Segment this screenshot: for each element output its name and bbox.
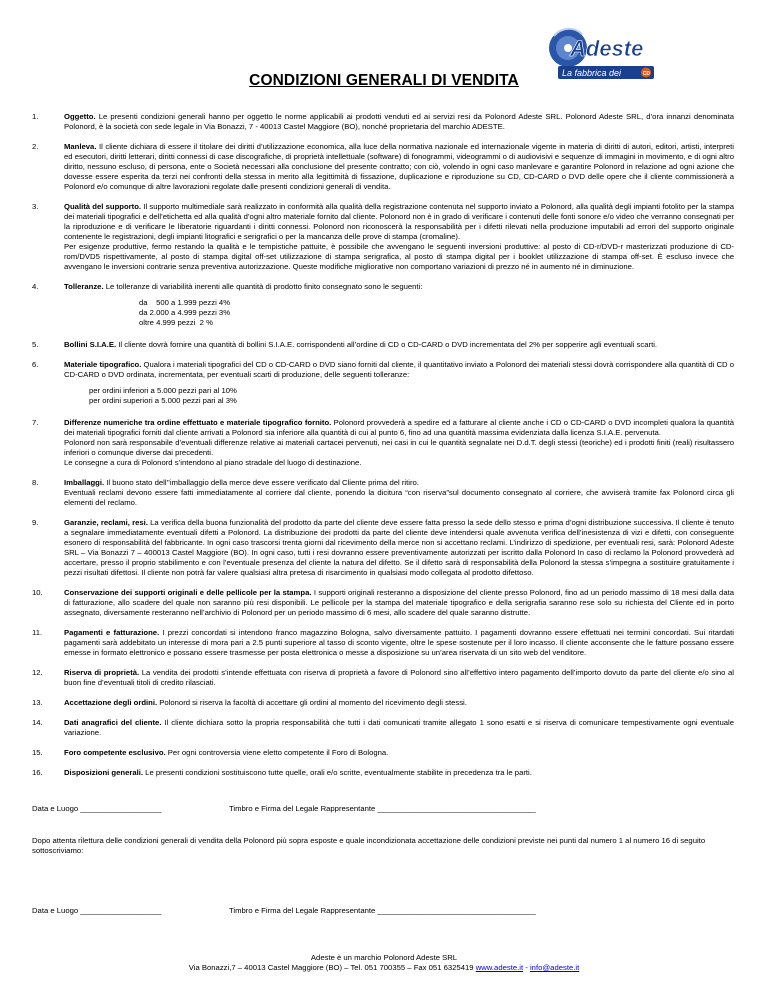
clause-text: Le consegne a cura di Polonord s’intendono al piano stradale del luogo di destinazione. xyxy=(64,458,362,467)
clause-heading: Qualità del supporto. xyxy=(64,202,142,211)
clause-number: 11. xyxy=(32,628,43,637)
tolerance-item: per ordini superiori a 5.000 pezzi pari al 3% xyxy=(89,396,237,405)
clause-15 xyxy=(32,748,734,758)
clause-5 xyxy=(32,340,734,350)
clause-text: Le tolleranze di variabilità inerenti alle quantità di prodotto finito consegnato sono le seguenti: xyxy=(103,282,423,291)
clause-number: 12. xyxy=(32,668,43,677)
tolerance-item: da 500 a 1.999 pezzi 4% xyxy=(139,298,231,307)
clause-text: Polonord provvederà a spedire ed a fatturare al cliente anche i CD o CD-CARD o DVD incompleti qualora la quantità dei materiali tipografici forniti dal cliente arrivati a Polonord sia inferiore alla quantità di cui al punto 6, fino ad una quantità massima evidenziata dalla licenza S.I.A.E. pervenuta. xyxy=(64,418,734,437)
clause-text: Il cliente dichiara di essere il titolare dei diritti d’utilizzazione economica, alla luce della normativa nazionale ed internazionale vigente in materia di diritti di autori, editori, artisti, interpreti ed esecutori, diritti letterari, diritti connessi di case discografiche, di proprietà intellettuale (software) di fonogrammi, videogrammi o di audiovisivi e sequenze di immagini in movimento, e di ogni altro diritto, nessuno escluso, di persona, ente o Società necessari alla conclusione del presente contratto; con ciò, volendo in ogni caso manlevare e garantire Polonord in relazione ad ogni azione che dovesse essere esperita da terzi nei confronti della stessa in merito alla legittimità di fissazione, duplicazione e riproduzione su CD, CD-CARD o DVD delle opere che il cliente commissionerà a Polonord e/o comunque di altre lavorazioni regolate dalle presenti condizioni generali di vendita. xyxy=(64,142,734,191)
acceptance-text: Dopo attenta rilettura delle condizioni generali di vendita della Polonord più sopra esposte e quale incondizionata accettazione delle condizioni previste nei punti dal numero 1 al numero 16 di seguito sottoscriviamo: xyxy=(32,836,706,855)
clause-text: Le presenti condizioni sostituiscono tutte quelle, orali e/o scritte, eventualmente stabilite in precedenza tra le parti. xyxy=(143,768,532,777)
signature-field[interactable]: Timbro e Firma del Legale Rappresentante _____________________________________ xyxy=(229,804,536,813)
clause-4 xyxy=(32,282,734,292)
clause-heading: Riserva di proprietà. xyxy=(64,668,140,677)
tolerance-item: per ordini inferiori a 5.000 pezzi pari al 10% xyxy=(89,386,237,395)
clause-heading: Disposizioni generali. xyxy=(64,768,144,777)
clause-number: 1. xyxy=(32,112,39,121)
clause-1 xyxy=(32,112,734,132)
clauses-list xyxy=(32,112,734,788)
clause-number: 9. xyxy=(32,518,39,527)
clause-number: 15. xyxy=(32,748,43,757)
tolerance-item: oltre 4.999 pezzi 2 % xyxy=(139,318,213,327)
clause-number: 5. xyxy=(32,340,39,349)
clause-text: Polonord non sarà responsabile d’eventuali differenze relative ai materiali cartacei pervenuti, nei casi in cui le quantità segnalate nei D.d.T. degli stessi (teoriche) ed i prodotti finiti (reali) risultassero inferiori o comunque diverse dai precedenti. xyxy=(64,438,734,457)
clause-text: Per esigenze produttive, fermo restando la qualità e le tempistiche pattuite, è possibile che avvengano le seguenti inversioni produttive: al posto di CD-r/DVD-r masterizzati produzione di CD-rom/DVD5 rispettivamente, al posto di stampa digital off-set utilizzazione di stampa serigrafica, al posto di stampa digital per i booklet utilizzazione di stampa off-set. È escluso invece che avvengano le inversioni contrarie senza preventiva autorizzazione. Queste modifiche migliorative non comportano variazioni di prezzo né in aumento né in diminuzione. xyxy=(64,242,734,271)
tolerance-list xyxy=(32,298,734,328)
clause-text: Il buono stato dell’’imballaggio della merce deve essere verificato dal Cliente prima del ritiro. xyxy=(104,478,419,487)
clause-heading: Differenze numeriche tra ordine effettuato e materiale tipografico fornito. xyxy=(64,418,332,427)
clause-2 xyxy=(32,142,734,192)
date-place-field[interactable]: Data e Luogo ___________________ xyxy=(32,804,162,813)
clause-number: 3. xyxy=(32,202,39,211)
clause-number: 13. xyxy=(32,698,43,707)
footer-address: Via Bonazzi,7 – 40013 Castel Maggiore (BO) – Tel. 051 700355 – Fax 051 6325419 xyxy=(188,963,476,972)
footer-line-2 xyxy=(0,963,768,973)
footer xyxy=(0,953,768,973)
clause-6 xyxy=(32,360,734,380)
tolerance-list xyxy=(32,386,734,406)
svg-text:Adeste: Adeste xyxy=(570,36,644,61)
clause-number: 6. xyxy=(32,360,39,369)
clause-heading: Garanzie, reclami, resi. xyxy=(64,518,148,527)
email-link[interactable]: info@adeste.it xyxy=(529,963,580,972)
clause-text: Polonord si riserva la facoltà di accettare gli ordini al momento del ricevimento degli stessi. xyxy=(157,698,467,707)
clause-heading: Bollini S.I.A.E. xyxy=(64,340,117,349)
clause-14 xyxy=(32,718,734,738)
clause-12 xyxy=(32,668,734,688)
clause-16 xyxy=(32,768,734,778)
clause-text: La verifica della buona funzionalità del prodotto da parte del cliente deve essere fatta presso la sede dello stesso e prima d’ogni distribuzione successiva. Il cliente è tenuto a segnalare immediatamente eventuali difetti a Polonord. La distribuzione dei prodotti da parte del cliente deve intendersi quale avvenuta verifica dell’inesistenza di vizi e difetti, con conseguente esonero di responsabilità del fabbricante. In ogni caso trascorsi trenta giorni dal ricevimento della merce non si accettano reclami. L’indirizzo di spedizione, per eventuali resi, sarà: Polonord Adeste SRL – Via Bonazzi 7 – 400013 Castel Maggiore (BO). In ogni caso, tutti i resi dovranno essere preventivamente autorizzati per iscritto dalla Polonord In caso di reclamo la Polonord provvederà ad accertare, presso il proprio stabilimento e con l’eventuale presenza del cliente la natura del difetto. Se il difetto sarà di responsabilità della Polonord la stessa s’impegna a sostituire gratuitamente i pezzi risultati difettosi. Il cliente non potrà far valere qualsiasi altra pretesa di risarcimento in qualsiasi modo collegata al prodotto difettoso. xyxy=(64,518,734,577)
clause-10 xyxy=(32,588,734,618)
clause-text: Il cliente dovrà fornire una quantità di bollini S.I.A.E. corrispondenti all’ordine di CD o CD-CARD o DVD incrementata del 2% per sopperire agli eventuali scarti. xyxy=(116,340,658,349)
date-place-field[interactable]: Data e Luogo ___________________ xyxy=(32,906,162,915)
clause-7 xyxy=(32,418,734,468)
clause-text: La vendita dei prodotti s’intende effettuata con riserva di proprietà a favore di Polonord sino all’effettivo intero pagamento dell’importo dovuto da parte del cliente e/o sino al buon fine d’eventuali titoli di credito rilasciati. xyxy=(64,668,734,687)
clause-heading: Dati anagrafici del cliente. xyxy=(64,718,162,727)
signature-field[interactable]: Timbro e Firma del Legale Rappresentante _____________________________________ xyxy=(229,906,536,915)
clause-3 xyxy=(32,202,734,272)
clause-number: 4. xyxy=(32,282,39,291)
clause-heading: Conservazione dei supporti originali e delle pellicole per la stampa. xyxy=(64,588,312,597)
clause-13 xyxy=(32,698,734,708)
svg-text:La fabbrica dei: La fabbrica dei xyxy=(562,68,622,78)
clause-number: 2. xyxy=(32,142,39,151)
footer-line-1: Adeste è un marchio Polonord Adeste SRL xyxy=(310,953,458,962)
clause-text: Eventuali reclami devono essere fatti immediatamente al corriere dal cliente, ponendo la dicitura “con riserva”sul documento consegnato al corriere, che avviserà tramite fax Polonord circa gli elementi del reclamo. xyxy=(64,488,734,507)
clause-text: Qualora i materiali tipografici del CD o CD-CARD o DVD siano forniti dal cliente, il quantitativo inviato a Polonord dei materiali stessi dovrà corrispondere alla quantità di CD o CD-CARD o DVD ordinata, incrementata, per eventuali scarti di produzione, delle seguenti tolleranze: xyxy=(64,360,734,379)
clause-text: Il supporto multimediale sarà realizzato in conformità alla qualità della registrazione contenuta nel supporto inviato a Polonord, alla qualità degli impianti fotolito per la stampa dei materiali tipografici e dell’etichetta ed alla qualità d’ogni altro materiale fornito dal cliente. Polonord non è in grado di verificare i contenuti delle fonti sonore e/o video che verranno consegnati per la riproduzione e di verificare le liberatorie riguardanti i diritti connessi. Polonord non riconoscerà la responsabilità per i difetti rilevati nella produzione imputabili ad errori del supporto originale contenente le registrazioni, degli impianti litografici e serigrafici o per la mancanza delle prove di stampa (cromaline). xyxy=(64,202,734,241)
clause-heading: Materiale tipografico. xyxy=(64,360,142,369)
tolerance-item: da 2.000 a 4.999 pezzi 3% xyxy=(139,308,231,317)
footer-separator: - xyxy=(523,963,530,972)
clause-heading: Oggetto. xyxy=(64,112,96,121)
clause-text: Per ogni controversia viene eletto competente il Foro di Bologna. xyxy=(165,748,389,757)
clause-number: 16. xyxy=(32,768,43,777)
svg-text:CD: CD xyxy=(642,71,651,77)
clause-heading: Foro competente esclusivo. xyxy=(64,748,166,757)
clause-11 xyxy=(32,628,734,658)
clause-text: I supporti originali resteranno a disposizione del cliente presso Polonord, fino ad un periodo massimo di 18 mesi dalla data di fatturazione, allo scadere del quale non saranno più resi disponibili. Le pellicole per la stampa del materiale tipografico e della serigrafia saranno rese solo su richiesta del Cliente ed in porto assegnato, diversamente resteranno nell’archivio di Polonord per un periodo massimo di 6 mesi, allo scadere del quale saranno distrutte. xyxy=(64,588,735,617)
clause-text: Il cliente dichiara sotto la propria responsabilità che tutti i dati comunicati tramite allegato 1 sono esatti e si riserva di comunicare tempestivamente ogni eventuale variazione. xyxy=(64,718,734,737)
clause-9 xyxy=(32,518,734,578)
clause-number: 14. xyxy=(32,718,43,727)
clause-number: 8. xyxy=(32,478,39,487)
clause-text: I prezzi concordati si intendono franco magazzino Bologna, salvo diversamente pattuito. I pagamenti dovranno essere effettuati nei termini concordati. Sui ritardati pagamenti sarà addebitato un interesse di mora pari a 2.5 punti superiore al tasso di sconto vigente, oltre le spese sostenute per il loro incasso. Il cliente acconsente che le fatture possano essere emesse in formato elettronico e possano essere trasmesse per posta elettronica o messe a disposizione su un’area riservata di un sito web del venditore. xyxy=(64,628,734,657)
clause-heading: Pagamenti e fatturazione. xyxy=(64,628,160,637)
website-link[interactable]: www.adeste.it xyxy=(475,963,524,972)
clause-number: 7. xyxy=(32,418,39,427)
clause-heading: Imballaggi. xyxy=(64,478,105,487)
clause-number: 10. xyxy=(32,588,43,597)
clause-text: Le presenti condizioni generali hanno per oggetto le norme applicabili ai prodotti venduti ed ai servizi resi da Polonord Adeste SRL. Polonord Adeste SRL, d’ora innanzi denominata Polonord, è la società con sede legale in Via Bonazzi, 7 - 40013 Castel Maggiore (BO), nonché proprietaria del marchio ADESTE. xyxy=(64,112,734,131)
document-title: CONDIZIONI GENERALI DI VENDITA xyxy=(249,72,519,89)
clause-8 xyxy=(32,478,734,508)
clause-heading: Tolleranze. xyxy=(64,282,104,291)
clause-heading: Manleva. xyxy=(64,142,97,151)
clause-heading: Accettazione degli ordini. xyxy=(64,698,158,707)
